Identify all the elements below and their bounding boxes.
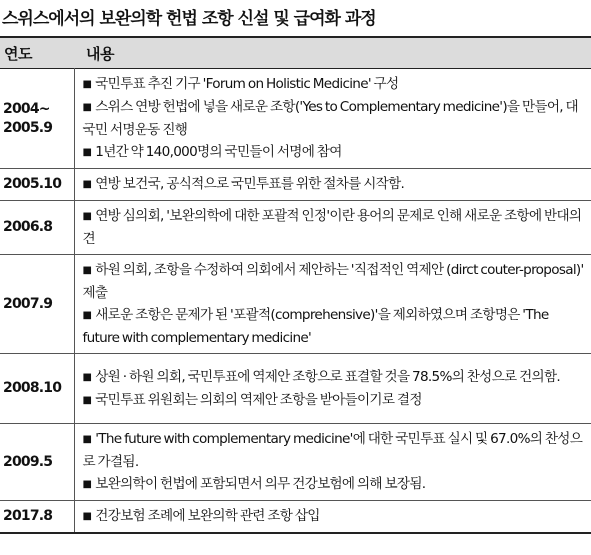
table-header-row: [0, 37, 591, 69]
header-content: 내용: [86, 44, 114, 63]
square-bullet-icon: ■: [82, 310, 92, 321]
item-text: 보완의학이 헌법에 포함되면서 의무 건강보험에 의해 보장됨.: [95, 476, 426, 492]
year-text: 2006.8: [3, 219, 53, 235]
item-text: 연방 보건국, 공식적으로 국민투표를 위한 절차를 시작함.: [95, 176, 405, 192]
year-cell: [0, 255, 74, 354]
list-item: [83, 173, 588, 196]
header-year: 연도: [4, 44, 32, 63]
list-item: [83, 73, 588, 96]
square-bullet-icon: ■: [82, 211, 92, 222]
content-cell: [74, 501, 591, 534]
list-item: [83, 389, 588, 412]
year-text: 2017.8: [3, 508, 53, 524]
list-item: [83, 473, 588, 496]
square-bullet-icon: ■: [82, 394, 92, 406]
year-text: 2008.10: [3, 380, 62, 396]
year-cell: [0, 69, 74, 169]
year-cell: [0, 424, 74, 501]
item-text: 상원 · 하원 의회, 국민투표에 역제안 조항으로 표결할 것을 78.5%의 찬성으로 건의함.: [95, 368, 561, 385]
content-cell: [74, 424, 591, 501]
list-item: [83, 428, 588, 473]
year-text: 2009.5: [3, 453, 53, 470]
list-item: [83, 259, 588, 304]
year-text: 2007.9: [3, 295, 53, 312]
square-bullet-icon: ■: [82, 479, 92, 490]
content-cell: [74, 201, 591, 255]
list-item: [83, 141, 588, 164]
year-cell: [0, 354, 74, 424]
list-item: [83, 366, 588, 389]
table-body: [0, 69, 591, 534]
year-cell: [0, 501, 74, 534]
year-text: 2005.10: [3, 176, 62, 192]
table-row: [0, 354, 591, 424]
item-text: 국민투표 추진 기구 'Forum on Holistic Medicine' 구성: [95, 76, 399, 92]
page-title: 스위스에서의 보완의학 헌법 조항 신설 및 급여화 과정: [2, 9, 376, 29]
item-text: 스위스 연방 헌법에 넣을 새로운 조항('Yes to Complementary medicine')을 만들어, 대국민 서명운동 진행: [82, 99, 578, 138]
item-text: 하원 의회, 조항을 수정하여 의회에서 제안하는 '직접적인 역제안 (dirct couter-proposal)' 제출: [82, 262, 584, 301]
year-text: 2004~: [3, 100, 50, 117]
item-text: 건강보험 조례에 보완의학 관련 조항 삽입: [95, 508, 320, 524]
item-text: 1년간 약 140,000명의 국민들이 서명에 참여: [95, 144, 342, 160]
year-text: 2005.9: [3, 119, 53, 136]
content-cell: [74, 169, 591, 201]
list-item: [83, 304, 588, 349]
item-text: 연방 심의회, '보완의학에 대한 포괄적 인정'이란 용어의 문제로 인해 새로운 조항에 반대의견: [82, 208, 582, 247]
table-row: [0, 201, 591, 255]
content-cell: [74, 69, 591, 169]
square-bullet-icon: ■: [82, 102, 92, 113]
square-bullet-icon: ■: [82, 434, 92, 445]
table-row: [0, 501, 591, 534]
list-item: [83, 505, 588, 528]
timeline-table: [0, 36, 591, 534]
item-text: 국민투표 위원회는 의회의 역제안 조항을 받아들이기로 결정: [95, 391, 422, 408]
year-cell: [0, 201, 74, 255]
table-row: [0, 424, 591, 501]
list-item: [83, 96, 588, 141]
content-cell: [74, 255, 591, 354]
square-bullet-icon: ■: [82, 147, 92, 158]
table-row: [0, 169, 591, 201]
square-bullet-icon: ■: [82, 511, 92, 522]
item-text: 'The future with complementary medicine'에 대한 국민투표 실시 및 67.0%의 찬성으로 가결됨.: [82, 431, 583, 470]
year-cell: [0, 169, 74, 201]
square-bullet-icon: ■: [82, 179, 92, 190]
list-item: [83, 205, 588, 250]
content-cell: [74, 354, 591, 424]
square-bullet-icon: ■: [82, 265, 92, 276]
item-text: 새로운 조항은 문제가 된 '포괄적(comprehensive)'을 제외하였으며 조항명은 'The future with complementary medicine': [82, 307, 549, 346]
square-bullet-icon: ■: [82, 371, 92, 383]
table-row: [0, 69, 591, 169]
square-bullet-icon: ■: [82, 79, 92, 90]
table-row: [0, 255, 591, 354]
